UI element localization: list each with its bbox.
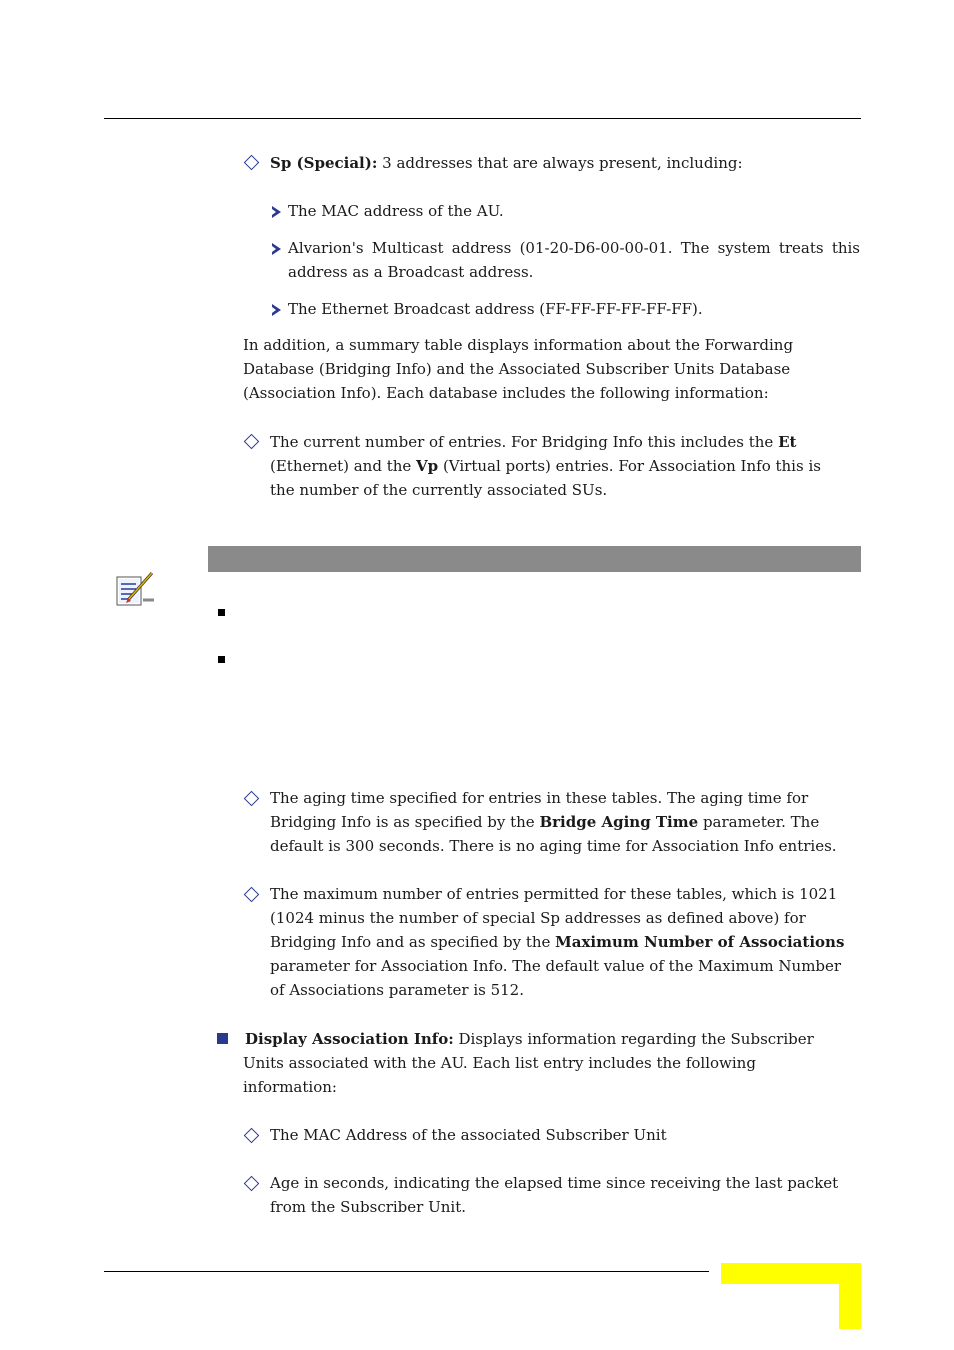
arrow-bullet-icon xyxy=(272,206,281,218)
summary-paragraph: In addition, a summary table displays information about the Forwarding Database (Bridging Info) and the Associated Subscriber Units Database (Association Info). Each database includes the following information: xyxy=(243,336,794,402)
note-header-bar xyxy=(208,546,861,572)
diamond-bullet-icon xyxy=(244,887,260,903)
assoc-item-1: The MAC Address of the associated Subscriber Unit xyxy=(270,1126,667,1144)
diamond-bullet-icon xyxy=(244,434,260,450)
sub-item-2: Alvarion's Multicast address (01-20-D6-00-00-01. The system treats this address as a Broadcast address. xyxy=(288,239,860,281)
diamond-bullet-icon xyxy=(244,155,260,171)
special-text: 3 addresses that are always present, including: xyxy=(377,154,743,172)
note-bullet-icon xyxy=(218,609,225,616)
entries-item: The current number of entries. For Bridging Info this includes the Et (Ethernet) and the Vp (Virtual ports) entries. For Association Info this is the number of the currently associated SUs. xyxy=(270,433,821,499)
header-rule xyxy=(104,118,861,119)
arrow-bullet-icon xyxy=(272,243,281,255)
arrow-bullet-icon xyxy=(272,304,281,316)
special-label: Sp (Special): xyxy=(270,154,378,172)
display-association-info: Display Association Info: Displays information regarding the Subscriber Units associated with the AU. Each list entry includes the following information: xyxy=(243,1030,814,1096)
note-pencil-icon xyxy=(114,570,156,608)
diamond-bullet-icon xyxy=(244,1128,260,1144)
square-bullet-icon xyxy=(217,1033,228,1044)
display-association-label: Display Association Info: xyxy=(245,1030,454,1048)
sub-item-3: The Ethernet Broadcast address (FF-FF-FF-FF-FF-FF). xyxy=(288,300,703,318)
diamond-bullet-icon xyxy=(244,791,260,807)
special-item xyxy=(270,151,860,175)
aging-item: The aging time specified for entries in these tables. The aging time for Bridging Info is as specified by the Bridge Aging Time parameter. The default is 300 seconds. There is no aging time for Association Info entries. xyxy=(270,789,837,855)
footer-rule xyxy=(104,1271,709,1272)
page-tab-cutout xyxy=(721,1284,839,1330)
max-entries-item: The maximum number of entries permitted for these tables, which is 1021 (1024 minus the number of special Sp addresses as defined above) for Bridging Info and as specified by the Maximum Number of Associations parameter for Association Info. The default value of the Maximum Number of Associations parameter is 512. xyxy=(270,885,845,999)
sub-item-1: The MAC address of the AU. xyxy=(288,202,504,220)
diamond-bullet-icon xyxy=(244,1176,260,1192)
assoc-item-2: Age in seconds, indicating the elapsed time since receiving the last packet from the Subscriber Unit. xyxy=(270,1174,839,1216)
note-bullet-icon xyxy=(218,656,225,663)
